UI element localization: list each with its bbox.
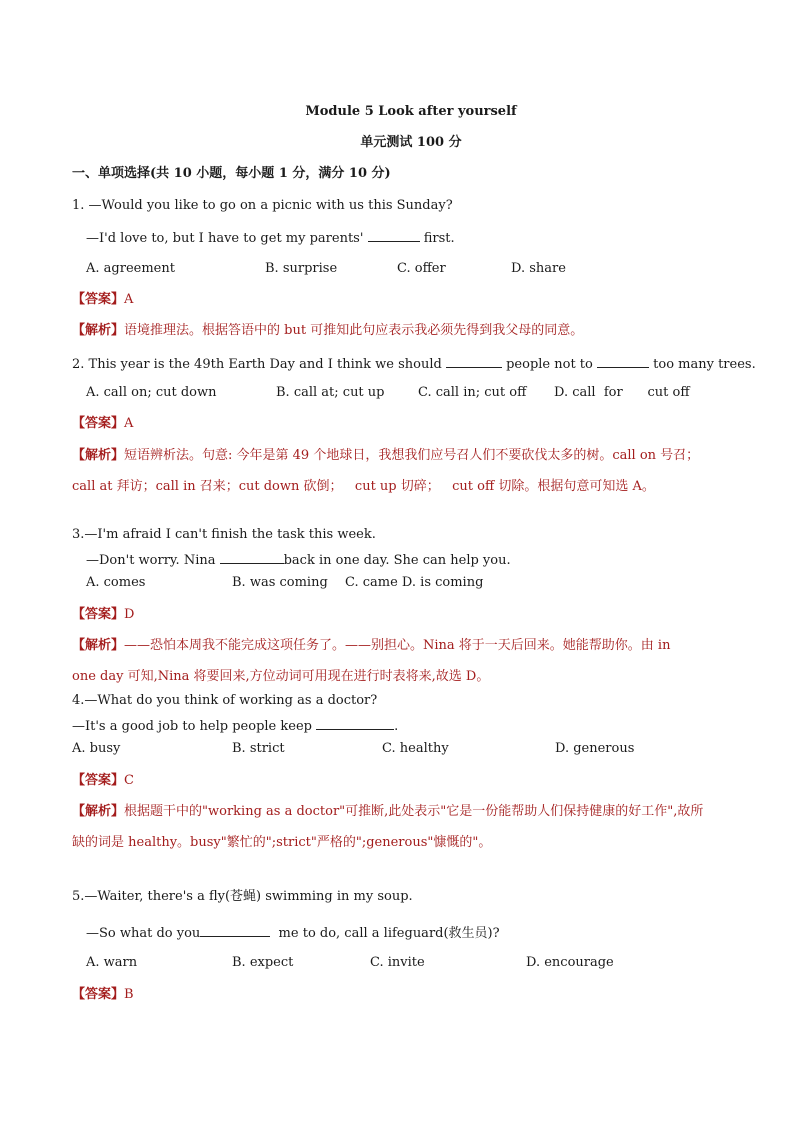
- question-2-option-c: C. call in; cut off: [418, 385, 527, 400]
- question-5-option-c: C. invite: [370, 955, 425, 970]
- question-1-analysis: [72, 323, 583, 339]
- question-5-option-b: B. expect: [232, 955, 294, 970]
- question-3-analysis: [72, 638, 670, 654]
- question-2-answer: [72, 416, 133, 432]
- question-4-analysis-cont: 缺的词是 healthy。busy"繁忙的";strict"严格的";generous"慷慨的"。: [72, 835, 492, 850]
- question-4-reply-end: .: [394, 719, 399, 734]
- answer-blank: [446, 355, 502, 368]
- answer-blank: [200, 924, 270, 937]
- answer-label: 【答案】: [72, 416, 125, 431]
- answer-value: B: [124, 987, 134, 1002]
- question-5-option-d: D. encourage: [526, 955, 614, 970]
- question-1-answer: [72, 292, 133, 308]
- section-heading: 一、单项选择(共 10 小题，每小题 1 分，满分 10 分): [72, 166, 391, 181]
- page-title: Module 5 Look after yourself: [305, 104, 517, 119]
- question-5-option-a: A. warn: [86, 955, 138, 970]
- question-2-stem-mid: people not to: [506, 357, 597, 372]
- question-5-reply-text: —So what do you: [86, 926, 201, 941]
- question-1-stem: 1. —Would you like to go on a picnic with us this Sunday?: [72, 198, 453, 213]
- question-5-reply-end: me to do, call a lifeguard(救生员)?: [270, 926, 500, 941]
- question-1-reply-end: first.: [423, 231, 455, 246]
- question-4-option-b: B. strict: [232, 741, 285, 756]
- question-1-option-a: A. agreement: [86, 261, 175, 276]
- question-4-option-c: C. healthy: [382, 741, 449, 756]
- question-3-option-b: B. was coming: [232, 575, 328, 590]
- question-3-option-a: A. comes: [86, 575, 146, 590]
- question-5-answer: [72, 987, 134, 1003]
- question-4-reply-text: —It's a good job to help people keep: [72, 719, 317, 734]
- answer-blank: [220, 551, 284, 564]
- analysis-label: 【解析】: [72, 638, 125, 653]
- question-1-option-b: B. surprise: [265, 261, 338, 276]
- answer-blank: [316, 717, 394, 730]
- question-3-reply: [86, 551, 511, 569]
- question-4-answer: [72, 773, 134, 789]
- answer-value: A: [124, 292, 134, 307]
- page-subtitle: 单元测试 100 分: [360, 135, 462, 150]
- analysis-label: 【解析】: [72, 448, 125, 463]
- answer-label: 【答案】: [72, 607, 125, 622]
- question-2-analysis: [72, 448, 699, 464]
- analysis-label: 【解析】: [72, 804, 125, 819]
- question-2-analysis-cont: call at 拜访；call in 召来；cut down 砍倒； cut up 切碎； cut off 切除。根据句意可知选 A。: [72, 479, 655, 494]
- analysis-text: ——恐怕本周我不能完成这项任务了。——别担心。Nina 将于一天后回来。她能帮助你。由 in: [124, 638, 671, 653]
- analysis-text: 语境推理法。根据答语中的 but 可推知此句应表示我必须先得到我父母的同意。: [124, 323, 584, 338]
- answer-value: D: [124, 607, 135, 622]
- question-1-option-d: D. share: [511, 261, 566, 276]
- answer-value: A: [124, 416, 134, 431]
- question-1-option-c: C. offer: [397, 261, 446, 276]
- answer-value: C: [124, 773, 134, 788]
- question-3-reply-text: —Don't worry. Nina: [86, 553, 220, 568]
- question-5-reply: [86, 924, 500, 942]
- answer-label: 【答案】: [72, 292, 125, 307]
- answer-blank: [597, 355, 649, 368]
- analysis-text: 根据题干中的"working as a doctor"可推断,此处表示"它是一份能帮助人们保持健康的好工作",故所: [124, 804, 704, 819]
- question-1-reply-text: —I'd love to, but I have to get my parents': [86, 231, 364, 246]
- question-2-stem: [72, 355, 756, 373]
- analysis-text: 短语辨析法。句意: 今年是第 49 个地球日，我想我们应号召人们不要砍伐太多的树。call on 号召；: [124, 448, 700, 463]
- question-4-option-a: A. busy: [72, 741, 121, 756]
- question-3-reply-end: back in one day. She can help you.: [283, 553, 511, 568]
- question-3-stem: 3.—I'm afraid I can't finish the task this week.: [72, 527, 376, 542]
- answer-blank: [368, 229, 420, 242]
- question-3-analysis-cont: one day 可知,Nina 将要回来,方位动词可用现在进行时表将来,故选 D。: [72, 669, 490, 684]
- answer-label: 【答案】: [72, 773, 125, 788]
- question-4-analysis: [72, 804, 703, 820]
- question-4-option-d: D. generous: [555, 741, 635, 756]
- question-2-option-d: D. call for cut off: [554, 385, 690, 400]
- question-1-reply: [86, 229, 455, 247]
- analysis-label: 【解析】: [72, 323, 125, 338]
- question-4-stem: 4.—What do you think of working as a doctor?: [72, 693, 378, 708]
- question-4-reply: [72, 717, 398, 735]
- question-5-stem: 5.—Waiter, there's a fly(苍蝇) swimming in my soup.: [72, 889, 413, 904]
- question-2-stem-end: too many trees.: [653, 357, 756, 372]
- question-2-stem-text: 2. This year is the 49th Earth Day and I think we should: [72, 357, 442, 372]
- answer-label: 【答案】: [72, 987, 125, 1002]
- question-3-option-cd: C. came D. is coming: [345, 575, 484, 590]
- question-2-option-b: B. call at; cut up: [276, 385, 385, 400]
- question-3-answer: [72, 607, 134, 623]
- question-2-option-a: A. call on; cut down: [86, 385, 217, 400]
